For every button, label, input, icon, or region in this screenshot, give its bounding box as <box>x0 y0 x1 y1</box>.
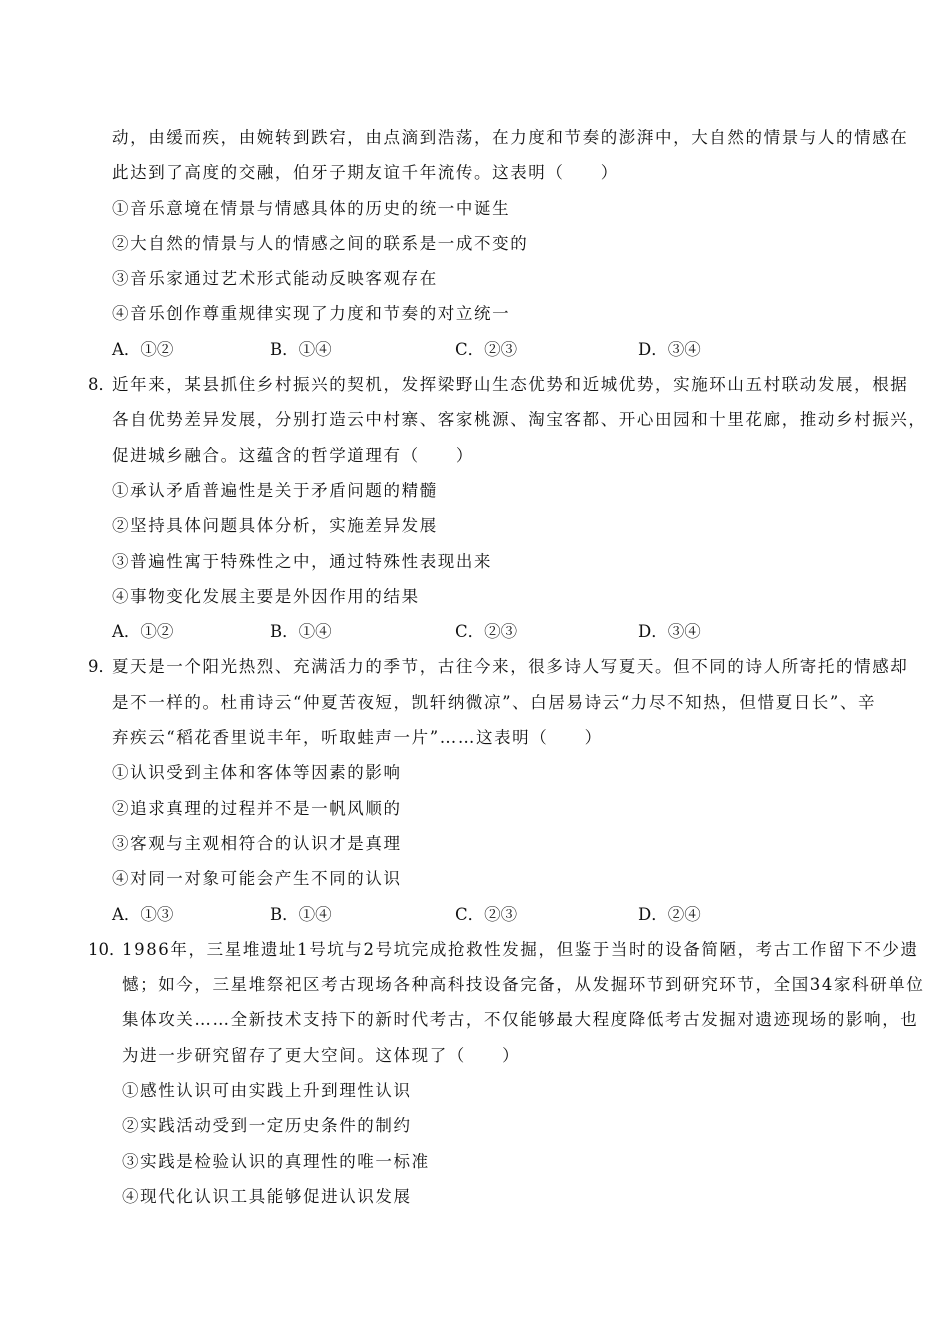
question-stem-line: 动，由缓而疾，由婉转到跌宕，由点滴到浩荡，在力度和节奏的澎湃中，大自然的情景与人的情感在 <box>112 128 909 147</box>
statement-4: ④事物变化发展主要是外因作用的结果 <box>112 586 420 606</box>
option-d: D．③④ <box>638 622 701 642</box>
option-d: D．②④ <box>638 904 701 924</box>
exam-page <box>0 120 950 1214</box>
question-stem-text: 近年来，某县抓住乡村振兴的契机，发挥梁野山生态优势和近城优势，实施环山五村联动发展，根据 <box>112 375 909 395</box>
question-stem-line: 憾；如今，三星堆祭祀区考古现场各种高科技设备完备，从发掘环节到研究环节，全国34家科研单位 <box>122 975 925 995</box>
question-number: 8． <box>88 375 115 395</box>
question-10 <box>0 932 950 1214</box>
question-stem-line: 各自优势差异发展，分别打造云中村寨、客家桃源、淘宝客都、开心田园和十里花廊，推动乡村振兴， <box>112 410 927 430</box>
question-7 <box>0 120 950 367</box>
statement-1: ①认识受到主体和客体等因素的影响 <box>112 763 402 783</box>
option-b: B．①④ <box>270 339 332 359</box>
answer-options <box>0 614 950 649</box>
question-stem-line: 是不一样的。杜甫诗云“仲夏苦夜短，凯轩纳微凉”、白居易诗云“力尽不知热，但惜夏日长”、辛 <box>112 692 877 712</box>
answer-options <box>0 332 950 367</box>
statement-1: ①音乐意境在情景与情感具体的历史的统一中诞生 <box>112 198 511 218</box>
question-stem-line: 弃疾云“稻花香里说丰年，听取蛙声一片”……这表明（ ） <box>112 728 603 748</box>
question-stem-line <box>0 649 950 684</box>
question-stem-line: 此达到了高度的交融，伯牙子期友谊千年流传。这表明（ ） <box>112 163 619 183</box>
question-stem-text: 1986年，三星堆遗址1号坑与2号坑完成抢救性发掘，但鉴于当时的设备简陋，考古工作留下不少遗 <box>122 939 919 959</box>
question-stem-line <box>0 367 950 402</box>
answer-options <box>0 897 950 932</box>
statement-1: ①承认矛盾普遍性是关于矛盾问题的精髓 <box>112 480 438 500</box>
option-d: D．③④ <box>638 339 701 359</box>
statement-2: ②实践活动受到一定历史条件的制约 <box>122 1116 412 1136</box>
question-stem-text: 夏天是一个阳光热烈、充满活力的季节，古往今来，很多诗人写夏天。但不同的诗人所寄托的情感却 <box>112 657 909 677</box>
question-number: 9． <box>88 657 115 677</box>
question-9 <box>0 649 950 931</box>
statement-3: ③实践是检验认识的真理性的唯一标准 <box>122 1151 430 1171</box>
question-stem-line: 为进一步研究留存了更大空间。这体现了（ ） <box>122 1045 521 1065</box>
option-b: B．①④ <box>270 904 332 924</box>
statement-2: ②大自然的情景与人的情感之间的联系是一成不变的 <box>112 233 529 253</box>
option-b: B．①④ <box>270 622 332 642</box>
statement-2: ②坚持具体问题具体分析，实施差异发展 <box>112 516 438 536</box>
statement-3: ③客观与主观相符合的认识才是真理 <box>112 833 402 853</box>
option-c: C．②③ <box>455 904 518 924</box>
statement-4: ④音乐创作尊重规律实现了力度和节奏的对立统一 <box>112 304 511 324</box>
statement-3: ③普遍性寓于特殊性之中，通过特殊性表现出来 <box>112 551 493 571</box>
statement-4: ④现代化认识工具能够促进认识发展 <box>122 1186 412 1206</box>
question-stem-line <box>0 932 950 967</box>
question-stem-line: 促进城乡融合。这蕴含的哲学道理有（ ） <box>112 445 474 465</box>
question-number: 10． <box>88 939 126 959</box>
option-c: C．②③ <box>455 622 518 642</box>
statement-2: ②追求真理的过程并不是一帆风顺的 <box>112 798 402 818</box>
statement-3: ③音乐家通过艺术形式能动反映客观存在 <box>112 269 438 289</box>
option-a: A．①② <box>112 339 174 359</box>
option-a: A．①② <box>112 622 174 642</box>
question-8 <box>0 367 950 649</box>
option-a: A．①③ <box>112 904 174 924</box>
statement-1: ①感性认识可由实践上升到理性认识 <box>122 1081 412 1101</box>
statement-4: ④对同一对象可能会产生不同的认识 <box>112 869 402 889</box>
question-stem-line: 集体攻关……全新技术支持下的新时代考古，不仅能够最大程度降低考古发掘对遗迹现场的影响，也 <box>122 1010 919 1030</box>
option-c: C．②③ <box>455 339 518 359</box>
